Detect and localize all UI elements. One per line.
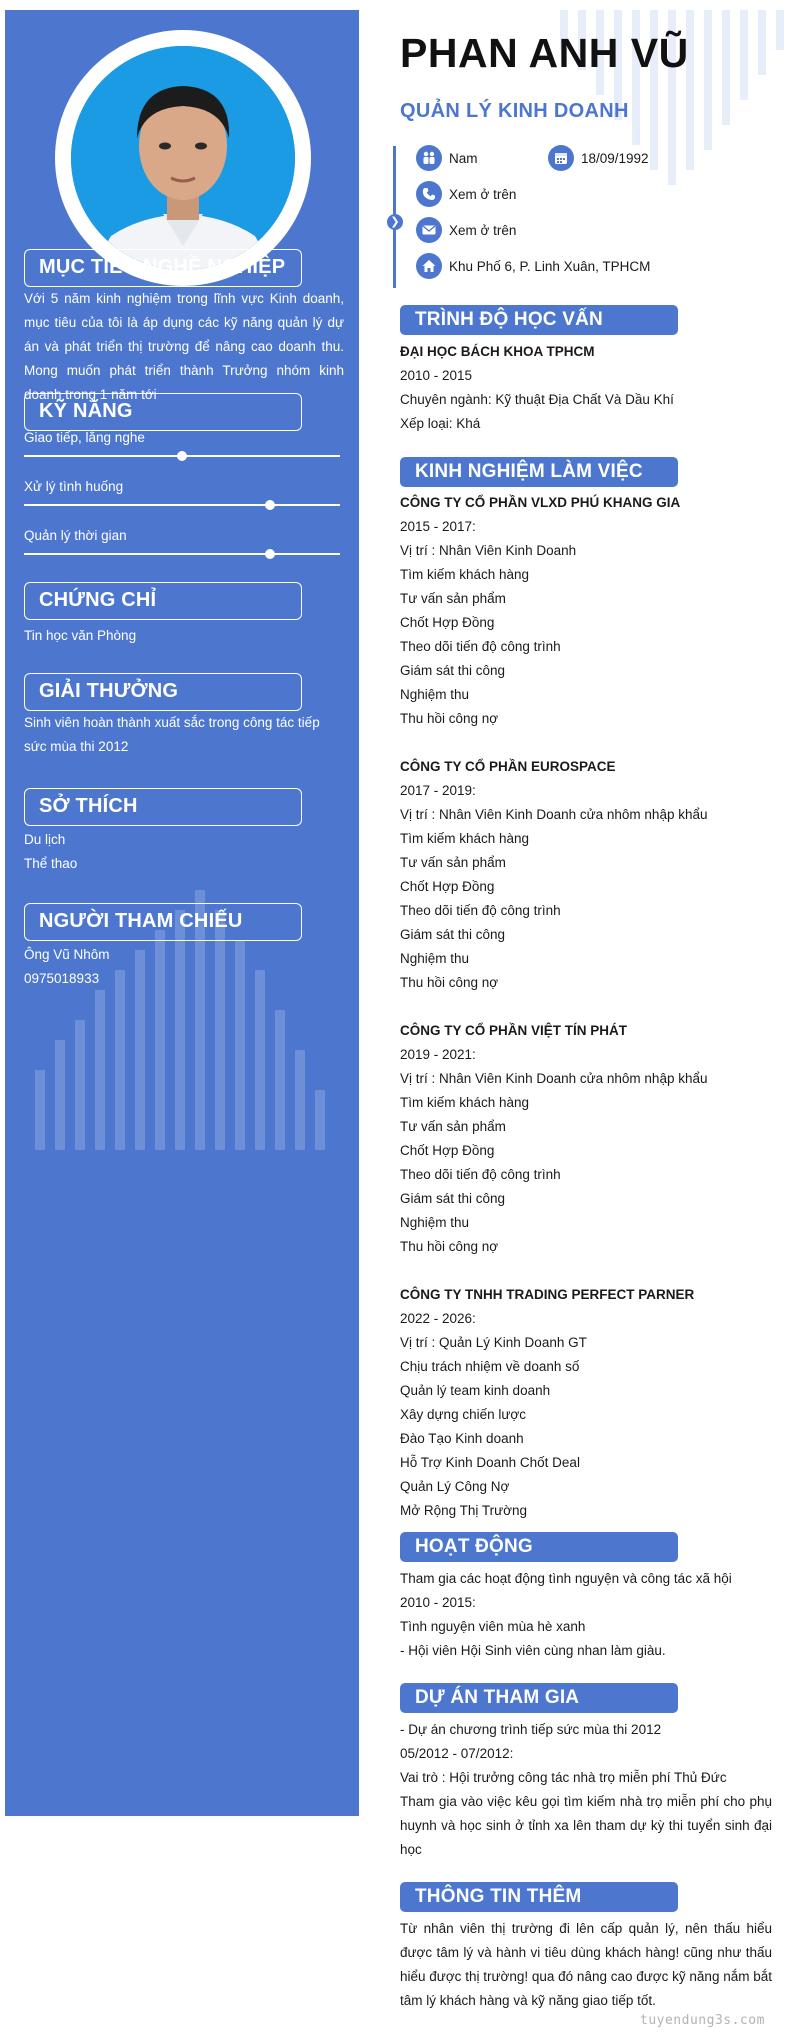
- job-line: Giám sát thi công: [400, 1191, 506, 1206]
- certificates-heading: CHỨNG CHỈ: [24, 582, 302, 620]
- objective-text: Với 5 năm kinh nghiệm trong lĩnh vực Kinh doanh, mục tiêu của tôi là áp dụng các kỹ năng quản lý dự án và phát triển thị trường để nâng cao doanh thu. Mong muốn phát triển thành Trưởng nhóm kinh doanh trong 1 năm tới: [24, 291, 344, 402]
- activity-line: - Hội viên Hội Sinh viên cùng nhan làm giàu.: [400, 1643, 666, 1658]
- job-line: Nghiệm thu: [400, 1215, 470, 1230]
- job-entry: [400, 755, 772, 995]
- hobbies-heading: SỞ THÍCH: [24, 788, 302, 826]
- objective-heading: MỤC TIÊU NGHỀ NGHIỆP: [24, 249, 302, 287]
- job-line: Tư vấn sản phẩm: [400, 1119, 506, 1134]
- skill-label: Xử lý tình huống: [24, 479, 124, 494]
- projects-heading: DỰ ÁN THAM GIA: [400, 1683, 678, 1713]
- gender-item: [416, 145, 478, 171]
- job-line: Mở Rộng Thị Trường: [400, 1503, 528, 1518]
- job-line: Tìm kiếm khách hàng: [400, 567, 530, 582]
- skill-bar-knob: [265, 549, 275, 559]
- job-line: Thu hồi công nợ: [400, 975, 499, 990]
- education-block: [400, 340, 772, 436]
- phone-value: Xem ở trên: [449, 186, 517, 202]
- skill-bar-knob: [265, 500, 275, 510]
- phone-icon: [416, 181, 442, 207]
- job-line: Vị trí : Nhân Viên Kinh Doanh: [400, 543, 577, 558]
- gender-value: Nam: [449, 150, 478, 166]
- company-name: CÔNG TY TNHH TRADING PERFECT PARNER: [400, 1287, 695, 1302]
- job-line: Nghiệm thu: [400, 951, 470, 966]
- calendar-icon: [548, 145, 574, 171]
- education-line: 2010 - 2015: [400, 368, 473, 383]
- project-line: Vai trò : Hội trưởng công tác nhà trọ miễn phí Thủ Đức: [400, 1770, 727, 1785]
- additional-block: [400, 1917, 772, 2013]
- additional-heading: THÔNG TIN THÊM: [400, 1882, 678, 1912]
- job-line: Tìm kiếm khách hàng: [400, 1095, 530, 1110]
- job-line: Chốt Hợp Đồng: [400, 879, 495, 894]
- job-line: Chịu trách nhiệm về doanh số: [400, 1359, 580, 1374]
- skill-bar: [24, 553, 340, 555]
- job-line: Tư vấn sản phẩm: [400, 591, 506, 606]
- activities-block: [400, 1567, 772, 1663]
- company-name: CÔNG TY CỔ PHẦN EUROSPACE: [400, 759, 616, 774]
- job-line: Xây dựng chiến lược: [400, 1407, 526, 1422]
- address-value: Khu Phố 6, P. Linh Xuân, TPHCM: [449, 258, 651, 274]
- skill-bar: [24, 455, 340, 457]
- job-line: Giám sát thi công: [400, 927, 506, 942]
- job-entry: [400, 1283, 772, 1523]
- activity-line: 2010 - 2015:: [400, 1595, 476, 1610]
- avatar: [71, 46, 295, 270]
- reference-phone: 0975018933: [24, 971, 100, 986]
- job-line: Theo dõi tiến độ công trình: [400, 903, 561, 918]
- job-line: Tư vấn sản phẩm: [400, 855, 506, 870]
- job-entry: [400, 1019, 772, 1259]
- activity-line: Tham gia các hoạt động tình nguyện và công tác xã hội: [400, 1571, 732, 1586]
- skill-label: Giao tiếp, lắng nghe: [24, 430, 145, 445]
- job-line: Thu hồi công nợ: [400, 711, 499, 726]
- school-name: ĐẠI HỌC BÁCH KHOA TPHCM: [400, 344, 595, 359]
- job-line: Quản lý team kinh doanh: [400, 1383, 551, 1398]
- job-line: Vị trí : Nhân Viên Kinh Doanh cửa nhôm nhập khẩu: [400, 807, 708, 822]
- job-line: Quản Lý Công Nợ: [400, 1479, 510, 1494]
- company-name: CÔNG TY CỔ PHẦN VLXD PHÚ KHANG GIA: [400, 495, 681, 510]
- hobby-item: Thể thao: [24, 856, 78, 871]
- phone-item: [416, 181, 516, 207]
- email-item: [416, 217, 516, 243]
- education-line: Chuyên ngành: Kỹ thuật Địa Chất Và Dầu Khí: [400, 392, 674, 407]
- skill-bar-knob: [177, 451, 187, 461]
- job-line: Chốt Hợp Đồng: [400, 1143, 495, 1158]
- reference-name: Ông Vũ Nhôm: [24, 947, 110, 962]
- experience-heading: KINH NGHIỆM LÀM VIỆC: [400, 457, 678, 487]
- job-title: QUẢN LÝ KINH DOANH: [400, 100, 629, 122]
- job-line: Tìm kiếm khách hàng: [400, 831, 530, 846]
- additional-text: Từ nhân viên thị trường đi lên cấp quản lý, nên thấu hiểu được tâm lý và hành vi tiêu dùng khách hàng! cũng như thấu hiểu được thị trường! qua đó nâng cao được kỹ năng nắm bắt tâm lý khách hàng và kỹ năng giao tiếp tốt.: [400, 1921, 772, 2008]
- skill-bar: [24, 504, 340, 506]
- envelope-icon: [416, 217, 442, 243]
- references-heading: NGƯỜI THAM CHIẾU: [24, 903, 302, 941]
- hobby-item: Du lịch: [24, 832, 66, 847]
- experience-block: [400, 491, 772, 1523]
- skills-heading: KỸ NĂNG: [24, 393, 302, 431]
- project-description: Tham gia vào việc kêu gọi tìm kiếm nhà trọ miễn phí cho phụ huynh và học sinh ở tỉnh xa lên tham dự kỳ thi tuyển sinh đại học: [400, 1794, 772, 1857]
- education-line: Xếp loại: Khá: [400, 416, 481, 431]
- job-entry: [400, 491, 772, 731]
- job-line: 2022 - 2026:: [400, 1311, 476, 1326]
- job-line: Vị trí : Nhân Viên Kinh Doanh cửa nhôm nhập khẩu: [400, 1071, 708, 1086]
- people-icon: [416, 145, 442, 171]
- activities-heading: HOẠT ĐỘNG: [400, 1532, 678, 1562]
- job-line: Đào Tạo Kinh doanh: [400, 1431, 524, 1446]
- birthdate-value: 18/09/1992: [581, 150, 649, 166]
- awards-text: Sinh viên hoàn thành xuất sắc trong công tác tiếp sức mùa thi 2012: [24, 715, 320, 754]
- watermark: tuyendung3s.com: [640, 2013, 765, 2028]
- job-line: 2019 - 2021:: [400, 1047, 476, 1062]
- job-line: Thu hồi công nợ: [400, 1239, 499, 1254]
- avatar-frame: [55, 30, 311, 286]
- job-line: Vị trí : Quản Lý Kinh Doanh GT: [400, 1335, 587, 1350]
- address-item: [416, 253, 650, 279]
- candidate-name: PHAN ANH VŨ: [400, 30, 689, 76]
- activity-line: Tình nguyện viên mùa hè xanh: [400, 1619, 586, 1634]
- job-line: Hỗ Trợ Kinh Doanh Chốt Deal: [400, 1455, 580, 1470]
- email-value: Xem ở trên: [449, 222, 517, 238]
- company-name: CÔNG TY CỔ PHẦN VIỆT TÍN PHÁT: [400, 1023, 628, 1038]
- project-line: 05/2012 - 07/2012:: [400, 1746, 514, 1761]
- certificate-item: Tin học văn Phòng: [24, 628, 137, 643]
- job-line: Giám sát thi công: [400, 663, 506, 678]
- job-line: Nghiệm thu: [400, 687, 470, 702]
- job-line: 2017 - 2019:: [400, 783, 476, 798]
- birthdate-item: [548, 145, 649, 171]
- job-line: 2015 - 2017:: [400, 519, 476, 534]
- awards-heading: GIẢI THƯỞNG: [24, 673, 302, 711]
- skill-label: Quản lý thời gian: [24, 528, 127, 543]
- job-line: Theo dõi tiến độ công trình: [400, 1167, 561, 1182]
- home-icon: [416, 253, 442, 279]
- chevron-right-icon: ❯: [387, 214, 403, 230]
- education-heading: TRÌNH ĐỘ HỌC VẤN: [400, 305, 678, 335]
- projects-block: [400, 1718, 772, 1862]
- project-line: - Dự án chương trình tiếp sức mùa thi 2012: [400, 1722, 662, 1737]
- job-line: Theo dõi tiến độ công trình: [400, 639, 561, 654]
- sidebar: [5, 10, 359, 1816]
- job-line: Chốt Hợp Đồng: [400, 615, 495, 630]
